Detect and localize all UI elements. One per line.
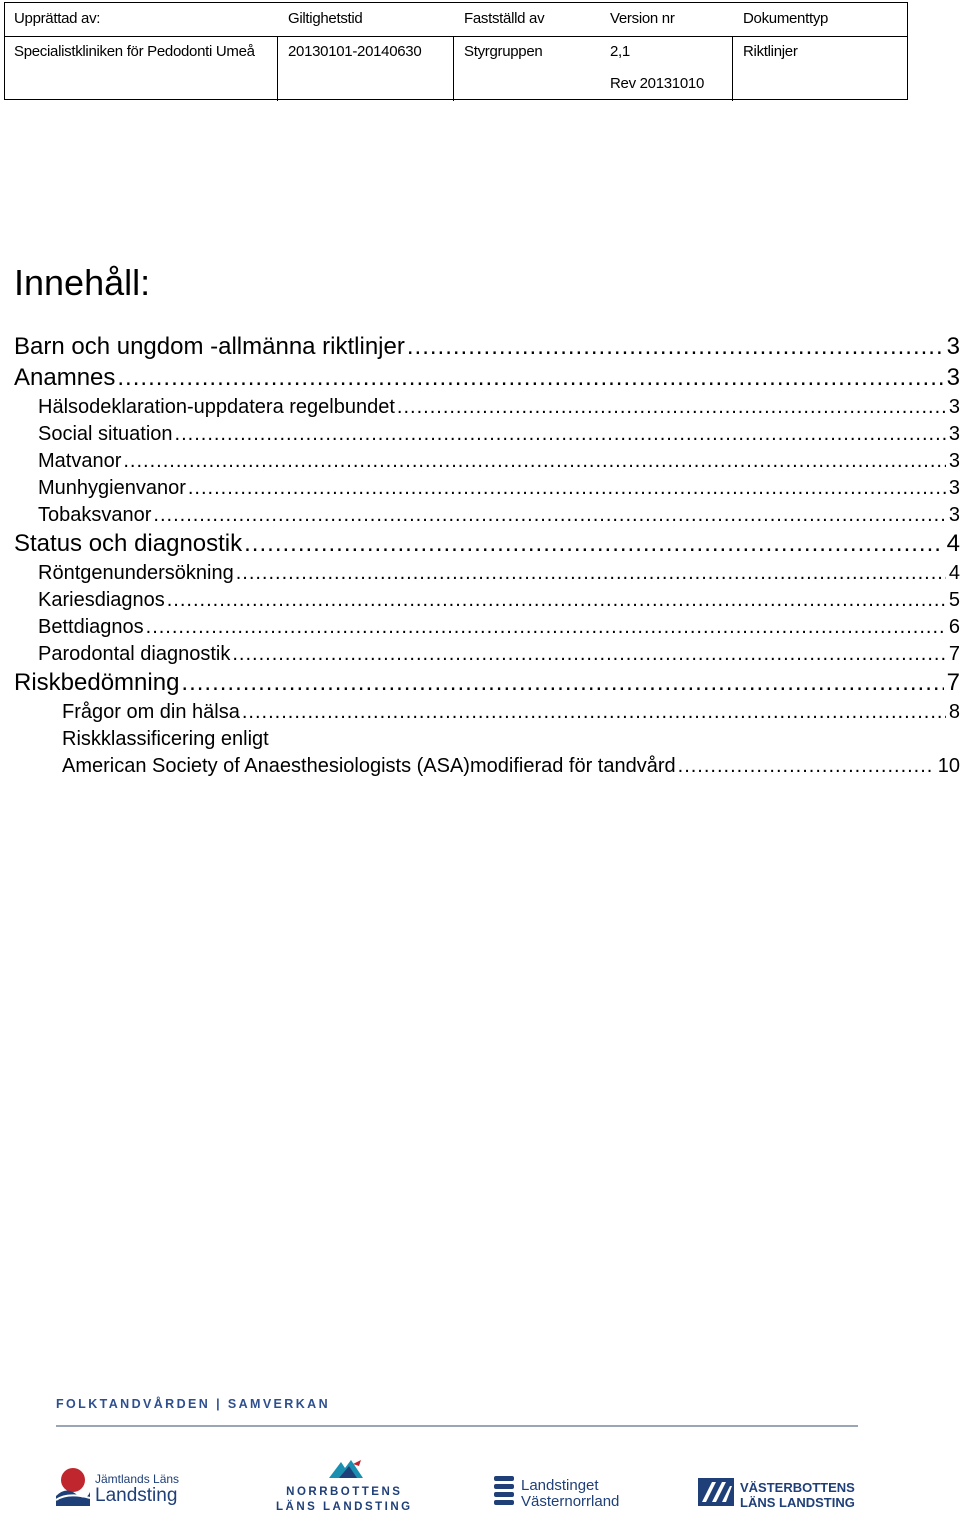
toc-leader-dots <box>123 450 946 473</box>
toc-entry[interactable] <box>14 364 960 392</box>
toc-entry-page: 4 <box>948 562 960 584</box>
toc-entry-page: 7 <box>948 643 960 665</box>
header-value-prepared-by: Specialistkliniken för Pedodonti Umeå <box>14 43 255 60</box>
header-divider <box>5 36 907 37</box>
footer-tagline: FOLKTANDVÅRDEN | SAMVERKAN <box>56 1397 330 1411</box>
toc-entry-title: Munhygienvanor <box>38 477 186 499</box>
toc-entry[interactable] <box>38 562 960 585</box>
header-value-revision: Rev 20131010 <box>610 75 704 92</box>
header-label-validity: Giltighetstid <box>288 10 363 27</box>
toc-entry[interactable] <box>14 333 960 361</box>
toc-leader-dots <box>167 589 946 612</box>
toc-leader-dots <box>236 562 946 585</box>
vasterbotten-logo <box>698 1478 855 1511</box>
toc-entry[interactable] <box>62 701 960 724</box>
norrbotten-logo-line2: LÄNS LANDSTING <box>276 1500 413 1513</box>
toc-entry-page: 3 <box>948 450 960 472</box>
header-label-prepared-by: Upprättad av: <box>14 10 101 27</box>
toc-entry-title: Hälsodeklaration-uppdatera regelbundet <box>38 396 395 418</box>
header-label-version: Version nr <box>610 10 675 27</box>
jamtland-logo <box>54 1466 179 1511</box>
vasterbotten-logo-line1: VÄSTERBOTTENS <box>740 1479 855 1495</box>
toc-entry-title: Frågor om din hälsa <box>62 701 240 723</box>
toc-entry-title: Barn och ungdom -allmänna riktlinjer <box>14 333 405 360</box>
toc-leader-dots <box>242 701 946 724</box>
toc-entry-page: 3 <box>948 504 960 526</box>
header-column-divider <box>453 37 454 101</box>
vasternorrland-logo-icon <box>494 1474 516 1513</box>
toc-entry-page: 8 <box>948 701 960 723</box>
toc-entry-title: Status och diagnostik <box>14 530 243 557</box>
toc-entry[interactable] <box>14 669 960 697</box>
toc-entry-page: 6 <box>948 616 960 638</box>
toc-entry-page: 5 <box>948 589 960 611</box>
toc-entry[interactable] <box>62 755 960 778</box>
document-header-table <box>4 2 908 100</box>
toc-entry-page: 3 <box>948 423 960 445</box>
toc-entry-page: 10 <box>937 755 960 777</box>
toc-entry-title: Bettdiagnos <box>38 616 144 638</box>
norrbotten-logo-icon <box>309 1458 379 1485</box>
vasternorrland-logo <box>494 1474 619 1513</box>
toc-leader-dots <box>146 616 946 639</box>
header-value-validity: 20130101-20140630 <box>288 43 422 60</box>
toc-leader-dots <box>117 364 943 392</box>
toc-entry[interactable] <box>38 616 960 639</box>
toc-leader-dots <box>153 504 945 527</box>
toc-entry-page: 4 <box>946 530 960 557</box>
toc-entry[interactable] <box>14 530 960 558</box>
toc-entry[interactable] <box>38 643 960 666</box>
toc-leader-dots <box>407 333 944 361</box>
header-value-doctype: Riktlinjer <box>743 43 798 60</box>
toc-leader-dots <box>244 530 944 558</box>
jamtland-logo-line1: Jämtlands Läns <box>95 1471 180 1486</box>
toc-entry[interactable] <box>38 423 960 446</box>
toc-entry-page: 7 <box>946 669 960 696</box>
toc-entry[interactable] <box>38 477 960 500</box>
jamtland-logo-line2: Landsting <box>95 1484 178 1506</box>
vasterbotten-logo-icon <box>698 1478 734 1511</box>
toc-entry-title: Parodontal diagnostik <box>38 643 231 665</box>
header-column-divider <box>277 37 278 101</box>
toc-entry-title: Riskklassificering enligt <box>62 728 269 750</box>
header-value-version: 2,1 <box>610 43 630 60</box>
toc-leader-dots <box>188 477 946 500</box>
toc-leader-dots <box>678 755 935 778</box>
toc-entry[interactable] <box>38 450 960 473</box>
header-label-approved-by: Fastställd av <box>464 10 545 27</box>
toc-entry-page: 3 <box>948 396 960 418</box>
toc-entry[interactable] <box>38 504 960 527</box>
vasterbotten-logo-line2: LÄNS LANDSTING <box>740 1494 855 1510</box>
toc-leader-dots <box>397 396 946 419</box>
footer-divider <box>56 1425 858 1427</box>
header-column-divider <box>732 37 733 101</box>
toc-entry-title: Matvanor <box>38 450 122 472</box>
toc-entry-title: Social situation <box>38 423 173 445</box>
header-label-doctype: Dokumenttyp <box>743 10 829 27</box>
toc-entry-title: American Society of Anaesthesiologists (ASA)modifierad för tandvård <box>62 755 676 777</box>
toc-leader-dots <box>175 423 946 446</box>
toc-entry-title: Kariesdiagnos <box>38 589 165 611</box>
toc-entry-title: Riskbedömning <box>14 669 180 696</box>
toc-entry-page: 3 <box>946 333 960 360</box>
toc-entry-title: Röntgenundersökning <box>38 562 234 584</box>
toc-entry-title: Tobaksvanor <box>38 504 152 526</box>
vasternorrland-logo-line2: Västernorrland <box>521 1493 620 1510</box>
toc-entry[interactable] <box>38 396 960 419</box>
toc-entry-page: 3 <box>946 364 960 391</box>
toc-entry[interactable] <box>38 589 960 612</box>
norrbotten-logo <box>276 1458 413 1513</box>
norrbotten-logo-line1: NORRBOTTENS <box>286 1486 403 1498</box>
toc-leader-dots <box>181 669 943 697</box>
toc-entry-title: Anamnes <box>14 364 116 391</box>
toc-entry-page: 3 <box>948 477 960 499</box>
jamtland-logo-icon <box>54 1466 92 1511</box>
vasternorrland-logo-line1: Landstinget <box>521 1477 599 1494</box>
toc-heading: Innehåll: <box>14 262 151 303</box>
toc-leader-dots <box>232 643 946 666</box>
header-value-approved-by: Styrgruppen <box>464 43 543 60</box>
